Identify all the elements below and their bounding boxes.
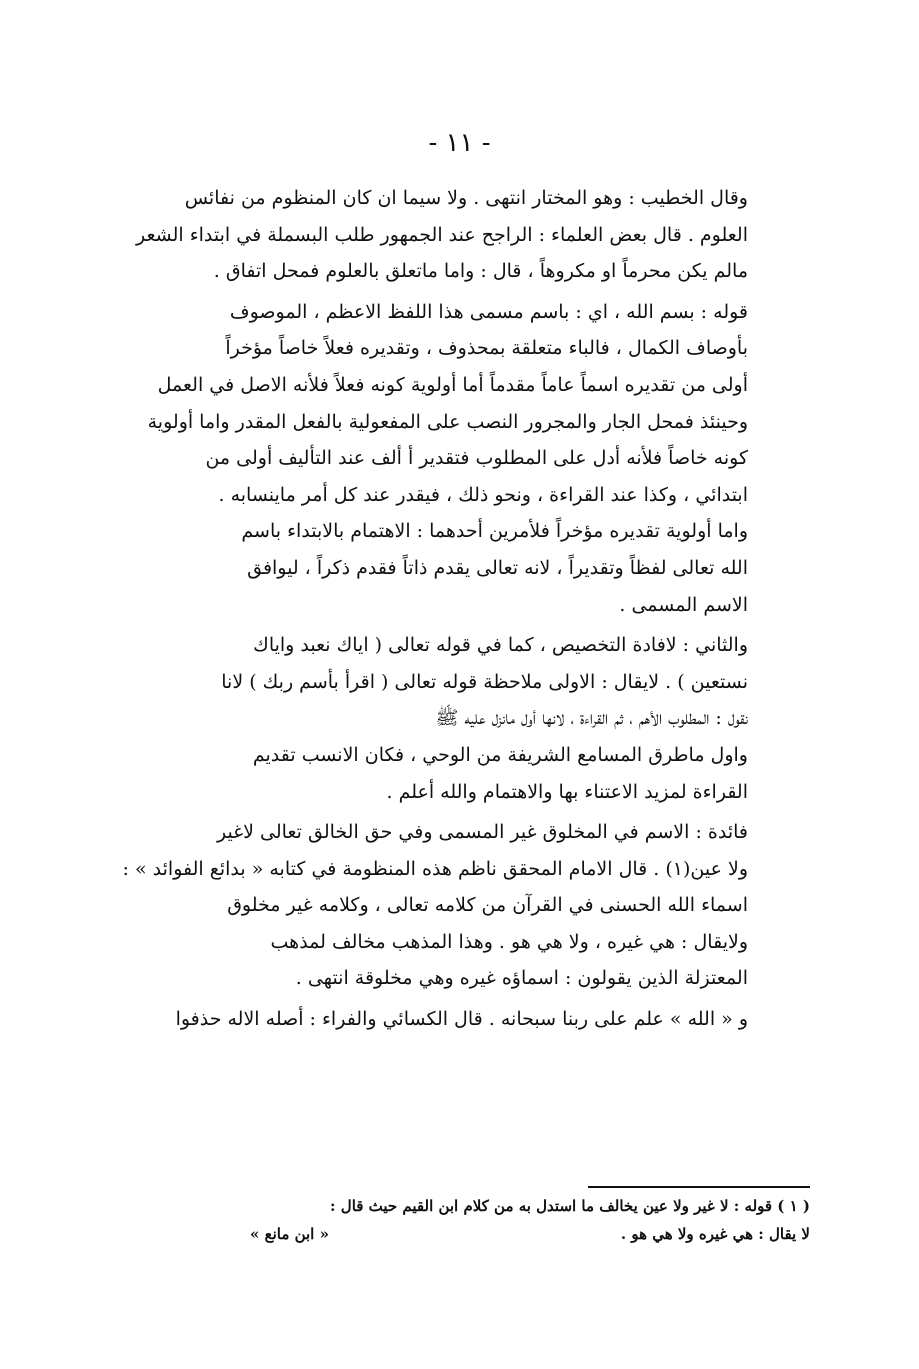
text-line: اسماء الله الحسنى في القرآن من كلامه تعالى ، وكلامه غير مخلوق	[227, 894, 748, 917]
text-line: كونه خاصاً فلأنه أدل على المطلوب فتقدير أ ألف عند التأليف أولى من	[205, 447, 748, 470]
paragraph-basmala	[147, 294, 748, 623]
text-line: المعتزلة الذين يقولون : اسماؤه غيره وهي مخلوقة انتهى .	[295, 967, 748, 990]
text-line: الله تعالى لفظاً وتقديراً ، لانه تعالى يقدم ذاتاً فقدم ذكراً ، ليوافق	[247, 556, 748, 579]
text-line: نستعين ) . لايقال : الاولى ملاحظة قوله تعالى ( اقرأ بأسم ربك ) لانا	[221, 670, 748, 693]
text-line: و « الله » علم على ربنا سبحانه . قال الكسائي والفراء : أصله الاله حذفوا	[175, 1008, 748, 1031]
text-line: نقول : المطلوب الأهم ، ثم القراءة ، لانها أول مانزل عليه ﷺ	[435, 707, 748, 730]
text-line: وحينئذ فمحل الجار والمجرور النصب على المفعولية بالفعل المقدر واما أولوية	[147, 410, 748, 433]
text-line: واول ماطرق المسامع الشريفة من الوحي ، فكان الانسب تقديم	[252, 743, 748, 766]
text-line: والثاني : لافادة التخصيص ، كما في قوله تعالى ( اياك نعبد واياك	[253, 634, 748, 657]
text-line: القراءة لمزيد الاعتناء بها والاهتمام والله أعلم .	[386, 780, 748, 803]
text-line: الاسم المسمى .	[619, 593, 748, 616]
text-line: ولايقال : هي غيره ، ولا هي هو . وهذا المذهب مخالف لمذهب	[270, 930, 748, 953]
paragraph-benefit	[122, 814, 748, 997]
main-text	[122, 180, 748, 1042]
text-line: وقال الخطيب : وهو المختار انتهى . ولا سيما ان كان المنظوم من نفائس	[184, 187, 748, 209]
footnote-line: لا يقال : هي غيره ولا هي هو .	[620, 1225, 810, 1243]
paragraph-allah	[175, 1001, 748, 1038]
text-line: واما أولوية تقديره مؤخراً فلأمرين أحدهما : الاهتمام بالابتداء باسم	[241, 520, 748, 543]
text-line: مالم يكن محرماً او مكروهاً ، قال : واما ماتعلق بالعلوم فمحل اتفاق .	[213, 260, 748, 283]
text-line: قوله : بسم الله ، اي : باسم مسمى هذا اللفظ الاعظم ، الموصوف	[229, 300, 748, 323]
text-line: فائدة : الاسم في المخلوق غير المسمى وفي حق الخالق تعالى لاغير	[217, 821, 748, 844]
text-line: ابتدائي ، وكذا عند القراءة ، ونحو ذلك ، فيقدر عند كل أمر ماينسابه .	[218, 483, 748, 506]
page-number: - ١١ -	[428, 128, 491, 158]
text-line: ولا عين(١) . قال الامام المحقق ناظم هذه المنظومة في كتابه « بدائع الفوائد » :	[122, 857, 748, 880]
footnote-line: ( ١ ) قوله : لا غير ولا عين يخالف ما استدل به من كلام ابن القيم حيث قال :	[330, 1197, 810, 1215]
text-line: أولى من تقديره اسماً عاماً مقدماً أما أولوية كونه فعلاً فلأنه الاصل في العمل	[157, 373, 748, 396]
footnote-signature: « ابن مانع »	[250, 1225, 329, 1243]
paragraph-second-reason	[178, 627, 748, 810]
paragraph-intro	[136, 180, 748, 290]
footnote-divider	[588, 1186, 810, 1188]
footnote	[178, 1192, 810, 1248]
text-line: العلوم . قال بعض العلماء : الراجح عند الجمهور طلب البسملة في ابتداء الشعر	[136, 223, 748, 246]
text-line: بأوصاف الكمال ، فالباء متعلقة بمحذوف ، وتقديره فعلاً خاصاً مؤخراً	[225, 337, 748, 360]
